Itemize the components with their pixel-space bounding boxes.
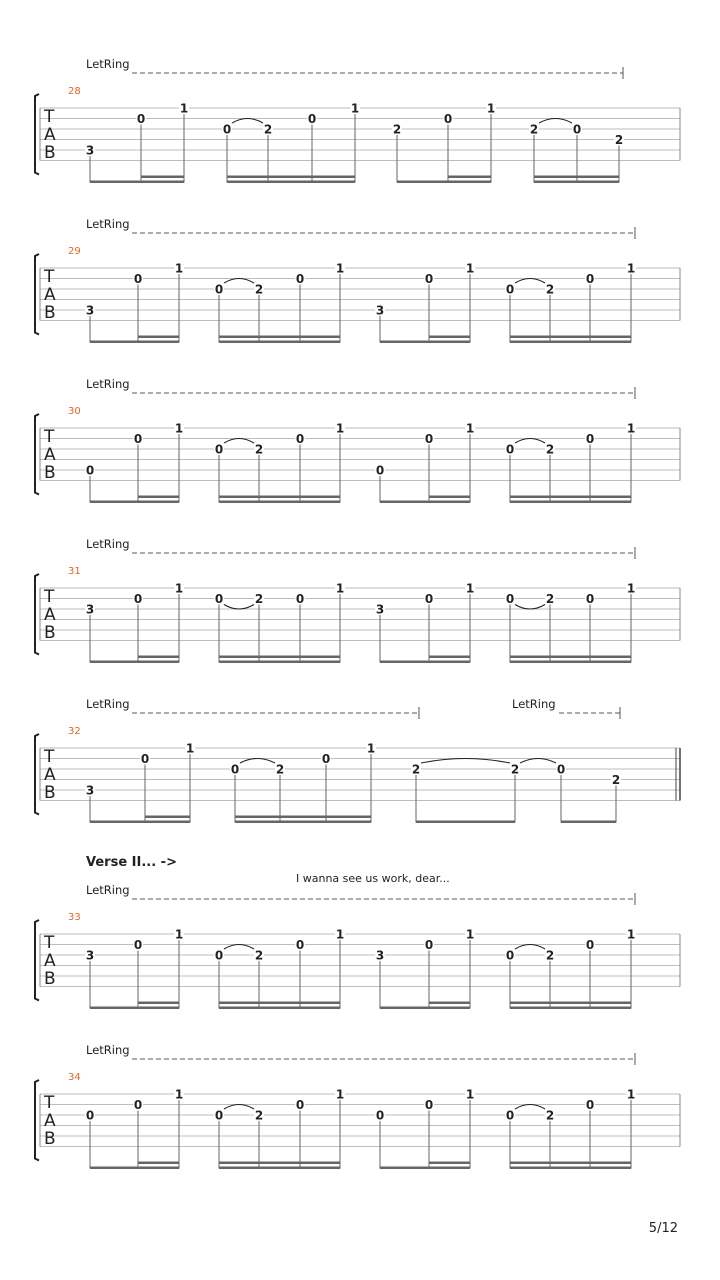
fret-number: 0 bbox=[214, 442, 224, 457]
beam-primary bbox=[561, 821, 616, 824]
beam-primary bbox=[510, 341, 631, 344]
letring-label: LetRing bbox=[86, 57, 130, 71]
slur bbox=[224, 1105, 254, 1110]
fret-number: 0 bbox=[424, 272, 434, 286]
beam-secondary bbox=[138, 1162, 179, 1165]
beam-secondary bbox=[429, 656, 470, 659]
beam-primary bbox=[90, 821, 190, 824]
tab-clef-letter: B bbox=[44, 303, 56, 323]
system-bracket bbox=[35, 94, 39, 175]
measure-number: 30 bbox=[68, 406, 81, 417]
measure-number: 31 bbox=[68, 566, 81, 577]
fret-number: 2 bbox=[510, 762, 520, 777]
fret-number: 0 bbox=[307, 112, 317, 126]
tab-clef-letter: T bbox=[44, 1093, 55, 1113]
slur bbox=[421, 759, 510, 764]
beam-primary bbox=[219, 341, 340, 344]
system-bracket bbox=[35, 734, 39, 815]
beam-primary bbox=[416, 821, 515, 824]
fret-number: 0 bbox=[230, 762, 240, 777]
fret-number: 1 bbox=[179, 101, 189, 116]
tab-clef-letter: B bbox=[44, 623, 56, 643]
beam-primary bbox=[90, 341, 179, 344]
fret-number: 0 bbox=[133, 592, 143, 606]
beam-primary bbox=[90, 501, 179, 504]
letring-label: LetRing bbox=[86, 1043, 130, 1057]
fret-number: 0 bbox=[505, 442, 515, 457]
fret-number: 2 bbox=[263, 122, 273, 137]
beam-primary bbox=[90, 1167, 179, 1170]
fret-number: 0 bbox=[295, 1098, 305, 1112]
beam-primary bbox=[380, 1007, 470, 1010]
fret-number: 2 bbox=[254, 442, 264, 457]
tab-clef-letter: T bbox=[44, 587, 55, 607]
fret-number: 0 bbox=[133, 432, 143, 446]
tab-clef-letter: A bbox=[44, 445, 56, 465]
fret-number: 0 bbox=[295, 432, 305, 446]
measure-number: 34 bbox=[68, 1072, 81, 1083]
slur bbox=[515, 439, 545, 444]
beam-secondary bbox=[510, 1162, 631, 1165]
fret-number: 1 bbox=[366, 741, 376, 756]
beam-secondary bbox=[510, 336, 631, 339]
fret-number: 1 bbox=[335, 581, 345, 596]
beam-secondary bbox=[138, 336, 179, 339]
fret-number: 1 bbox=[626, 1087, 636, 1102]
fret-number: 1 bbox=[465, 927, 475, 942]
fret-number: 1 bbox=[174, 421, 184, 436]
beam-secondary bbox=[219, 1002, 340, 1005]
beam-secondary bbox=[219, 496, 340, 499]
tab-clef-letter: T bbox=[44, 107, 55, 127]
tab-clef-letter: T bbox=[44, 267, 55, 287]
fret-number: 0 bbox=[375, 463, 385, 478]
fret-number: 1 bbox=[335, 421, 345, 436]
tab-clef-letter: A bbox=[44, 1111, 56, 1131]
fret-number: 0 bbox=[133, 272, 143, 286]
fret-number: 1 bbox=[626, 261, 636, 276]
beam-primary bbox=[380, 1167, 470, 1170]
measure-number: 28 bbox=[68, 86, 81, 97]
fret-number: 2 bbox=[545, 442, 555, 457]
tab-clef-letter: B bbox=[44, 969, 56, 989]
slur bbox=[224, 279, 254, 284]
slur bbox=[515, 279, 545, 284]
system-bracket bbox=[35, 254, 39, 335]
measure-number: 33 bbox=[68, 912, 81, 923]
beam-primary bbox=[219, 1167, 340, 1170]
fret-number: 0 bbox=[572, 122, 582, 137]
beam-primary bbox=[510, 1007, 631, 1010]
fret-number: 3 bbox=[375, 602, 385, 617]
beam-secondary bbox=[227, 176, 355, 179]
fret-number: 1 bbox=[465, 261, 475, 276]
slur bbox=[232, 119, 263, 124]
beam-primary bbox=[510, 501, 631, 504]
fret-number: 0 bbox=[85, 1108, 95, 1123]
slur bbox=[515, 1105, 545, 1110]
letring-label: LetRing bbox=[86, 883, 130, 897]
tab-clef-letter: T bbox=[44, 933, 55, 953]
fret-number: 3 bbox=[85, 948, 95, 963]
beam-secondary bbox=[429, 496, 470, 499]
beam-primary bbox=[397, 181, 491, 184]
beam-primary bbox=[227, 181, 355, 184]
measure-number: 29 bbox=[68, 246, 81, 257]
beam-secondary bbox=[534, 176, 619, 179]
fret-number: 3 bbox=[85, 602, 95, 617]
tab-clef-letter: A bbox=[44, 951, 56, 971]
slur bbox=[224, 439, 254, 444]
tab-clef-letter: A bbox=[44, 765, 56, 785]
fret-number: 1 bbox=[335, 261, 345, 276]
fret-number: 1 bbox=[626, 581, 636, 596]
fret-number: 2 bbox=[275, 762, 285, 777]
beam-secondary bbox=[429, 1002, 470, 1005]
fret-number: 2 bbox=[611, 773, 621, 787]
lyric-text: I wanna see us work, dear... bbox=[296, 872, 450, 885]
section-label: Verse II... -> bbox=[86, 855, 177, 870]
beam-primary bbox=[380, 501, 470, 504]
beam-primary bbox=[510, 1167, 631, 1170]
fret-number: 2 bbox=[254, 948, 264, 963]
fret-number: 0 bbox=[443, 112, 453, 126]
beam-primary bbox=[380, 341, 470, 344]
fret-number: 0 bbox=[214, 948, 224, 963]
system-bracket bbox=[35, 574, 39, 655]
fret-number: 3 bbox=[375, 303, 385, 318]
beam-primary bbox=[90, 1007, 179, 1010]
tab-clef-letter: A bbox=[44, 605, 56, 625]
beam-secondary bbox=[429, 336, 470, 339]
beam-primary bbox=[219, 661, 340, 664]
beam-primary bbox=[380, 661, 470, 664]
fret-number: 2 bbox=[254, 1108, 264, 1123]
fret-number: 2 bbox=[392, 122, 402, 137]
fret-number: 2 bbox=[545, 1108, 555, 1123]
fret-number: 1 bbox=[486, 101, 496, 116]
fret-number: 1 bbox=[174, 1087, 184, 1102]
fret-number: 0 bbox=[585, 432, 595, 446]
beam-secondary bbox=[138, 1002, 179, 1005]
slur bbox=[520, 759, 556, 764]
tab-clef-letter: B bbox=[44, 463, 56, 483]
tab-clef-letter: T bbox=[44, 747, 55, 767]
beam-secondary bbox=[219, 656, 340, 659]
fret-number: 1 bbox=[465, 421, 475, 436]
fret-number: 0 bbox=[585, 592, 595, 606]
beam-secondary bbox=[510, 1002, 631, 1005]
fret-number: 0 bbox=[424, 432, 434, 446]
system-bracket bbox=[35, 1080, 39, 1161]
fret-number: 1 bbox=[626, 927, 636, 942]
fret-number: 0 bbox=[295, 592, 305, 606]
fret-number: 0 bbox=[505, 282, 515, 297]
beam-secondary bbox=[138, 656, 179, 659]
tab-clef-letter: B bbox=[44, 1129, 56, 1149]
fret-number: 1 bbox=[185, 741, 195, 756]
fret-number: 2 bbox=[545, 948, 555, 963]
fret-number: 0 bbox=[85, 463, 95, 478]
beam-primary bbox=[219, 1007, 340, 1010]
fret-number: 0 bbox=[505, 1108, 515, 1123]
fret-number: 0 bbox=[505, 592, 515, 606]
beam-secondary bbox=[510, 496, 631, 499]
beam-primary bbox=[510, 661, 631, 664]
letring-label: LetRing bbox=[86, 377, 130, 391]
fret-number: 0 bbox=[375, 1108, 385, 1123]
slur bbox=[539, 119, 572, 124]
fret-number: 1 bbox=[335, 1087, 345, 1102]
beam-primary bbox=[235, 821, 371, 824]
fret-number: 0 bbox=[295, 272, 305, 286]
fret-number: 2 bbox=[411, 762, 421, 777]
fret-number: 2 bbox=[254, 592, 264, 606]
fret-number: 0 bbox=[214, 282, 224, 297]
fret-number: 2 bbox=[545, 282, 555, 297]
fret-number: 0 bbox=[424, 1098, 434, 1112]
system-bracket bbox=[35, 414, 39, 495]
tab-clef-letter: A bbox=[44, 285, 56, 305]
fret-number: 3 bbox=[85, 143, 95, 158]
fret-number: 1 bbox=[174, 927, 184, 942]
beam-secondary bbox=[145, 816, 190, 819]
slur bbox=[224, 605, 254, 610]
slur bbox=[224, 945, 254, 950]
beam-secondary bbox=[219, 336, 340, 339]
beam-secondary bbox=[235, 816, 371, 819]
tab-clef-letter: A bbox=[44, 125, 56, 145]
fret-number: 2 bbox=[545, 592, 555, 606]
beam-secondary bbox=[219, 1162, 340, 1165]
fret-number: 3 bbox=[375, 948, 385, 963]
fret-number: 0 bbox=[214, 1108, 224, 1123]
fret-number: 0 bbox=[214, 592, 224, 606]
fret-number: 2 bbox=[529, 122, 539, 137]
fret-number: 1 bbox=[465, 581, 475, 596]
slur bbox=[515, 605, 545, 610]
fret-number: 1 bbox=[465, 1087, 475, 1102]
fret-number: 0 bbox=[321, 752, 331, 766]
fret-number: 0 bbox=[136, 112, 146, 126]
fret-number: 2 bbox=[614, 133, 624, 147]
beam-primary bbox=[534, 181, 619, 184]
tab-clef-letter: B bbox=[44, 783, 56, 803]
fret-number: 1 bbox=[335, 927, 345, 942]
fret-number: 3 bbox=[85, 783, 95, 798]
fret-number: 0 bbox=[505, 948, 515, 963]
tab-clef-letter: T bbox=[44, 427, 55, 447]
slur bbox=[515, 945, 545, 950]
fret-number: 0 bbox=[424, 938, 434, 952]
fret-number: 0 bbox=[133, 1098, 143, 1112]
fret-number: 1 bbox=[626, 421, 636, 436]
beam-secondary bbox=[141, 176, 184, 179]
fret-number: 0 bbox=[295, 938, 305, 952]
fret-number: 0 bbox=[140, 752, 150, 766]
fret-number: 0 bbox=[424, 592, 434, 606]
fret-number: 1 bbox=[174, 261, 184, 276]
fret-number: 0 bbox=[585, 1098, 595, 1112]
beam-secondary bbox=[429, 1162, 470, 1165]
fret-number: 1 bbox=[350, 101, 360, 116]
fret-number: 0 bbox=[556, 762, 566, 777]
fret-number: 1 bbox=[174, 581, 184, 596]
beam-secondary bbox=[138, 496, 179, 499]
tab-clef-letter: B bbox=[44, 143, 56, 163]
slur bbox=[240, 759, 275, 764]
beam-secondary bbox=[510, 656, 631, 659]
fret-number: 0 bbox=[133, 938, 143, 952]
beam-secondary bbox=[448, 176, 491, 179]
fret-number: 3 bbox=[85, 303, 95, 318]
fret-number: 0 bbox=[585, 272, 595, 286]
fret-number: 0 bbox=[585, 938, 595, 952]
letring-label: LetRing bbox=[86, 697, 130, 711]
letring-label: LetRing bbox=[86, 217, 130, 231]
measure-number: 32 bbox=[68, 726, 81, 737]
fret-number: 2 bbox=[254, 282, 264, 297]
letring-label: LetRing bbox=[512, 697, 556, 711]
fret-number: 0 bbox=[222, 122, 232, 137]
system-bracket bbox=[35, 920, 39, 1001]
page-number: 5/12 bbox=[648, 1221, 678, 1236]
beam-primary bbox=[219, 501, 340, 504]
beam-primary bbox=[90, 181, 184, 184]
beam-primary bbox=[90, 661, 179, 664]
letring-label: LetRing bbox=[86, 537, 130, 551]
